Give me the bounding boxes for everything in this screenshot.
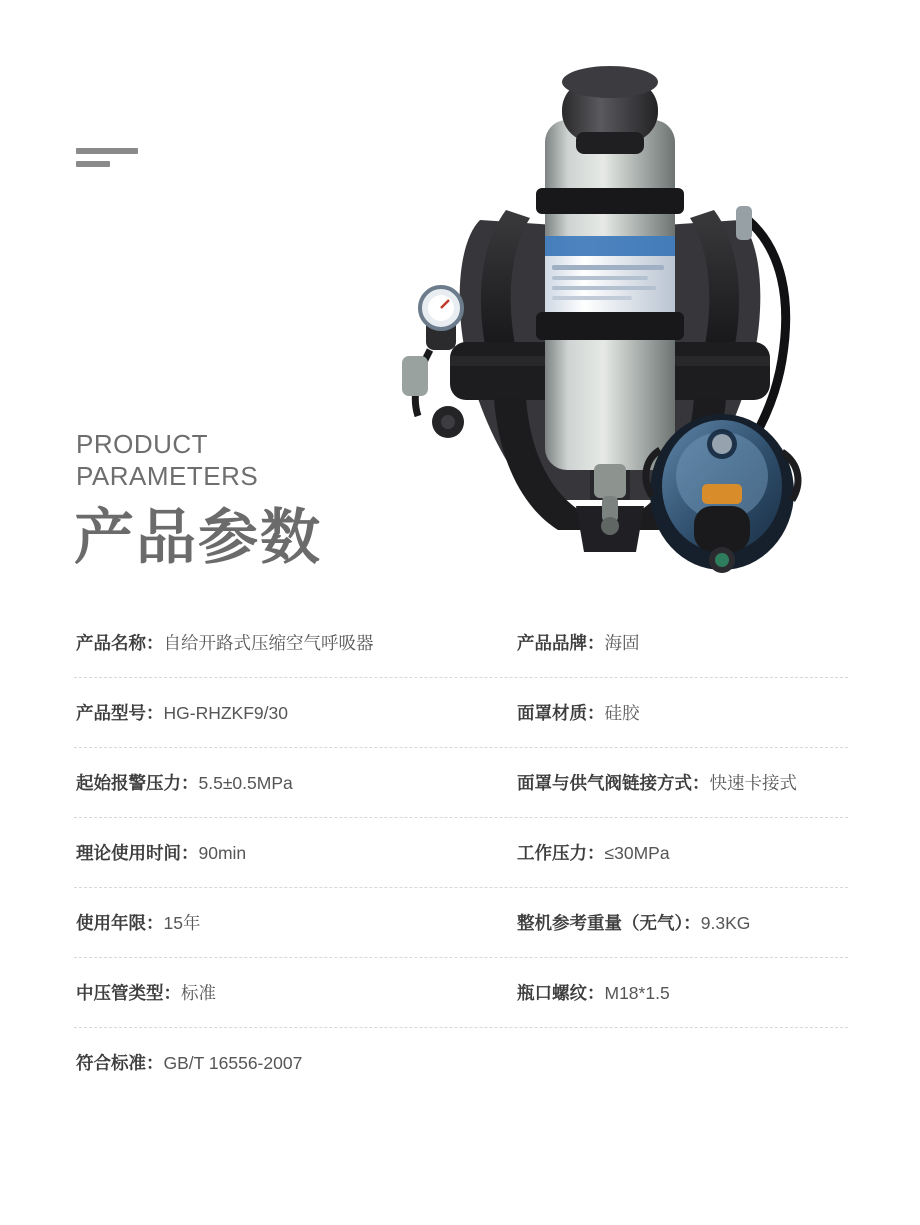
double-dash-marker: [76, 148, 140, 167]
param-cell-standard: [74, 1029, 461, 1097]
param-value: 快速卡接式: [709, 772, 797, 793]
table-row: [74, 608, 848, 678]
param-label: 面罩与供气阀链接方式：: [517, 772, 710, 793]
param-value: 自给开路式压缩空气呼吸器: [163, 632, 374, 653]
table-row: [74, 888, 848, 958]
param-value: 5.5±0.5MPa: [198, 772, 293, 793]
param-cell-mask-material: [461, 679, 848, 747]
param-label: 瓶口螺纹：: [517, 982, 605, 1003]
section-title-cn: 产品参数: [74, 504, 322, 571]
table-row: [74, 1028, 848, 1097]
param-label: 起始报警压力：: [76, 772, 199, 793]
dash-bar-short: [76, 161, 110, 167]
product-parameters-table: [74, 608, 848, 1097]
param-label: 中压管类型：: [76, 982, 181, 1003]
param-value: 90min: [198, 842, 247, 863]
section-title-en-line2: PARAMETERS: [76, 461, 259, 491]
table-row: [74, 818, 848, 888]
param-cell-mask-valve-connection: [461, 749, 848, 817]
param-value: 9.3KG: [700, 912, 751, 933]
param-cell-product-name: [74, 609, 461, 677]
product-image: [330, 60, 890, 600]
param-cell-service-life: [74, 889, 461, 957]
param-value: GB/T 16556-2007: [163, 1052, 303, 1073]
param-cell-weight: [461, 889, 848, 957]
param-value: 标准: [181, 982, 216, 1003]
param-label: 面罩材质：: [517, 702, 605, 723]
param-label: 使用年限：: [76, 912, 164, 933]
param-cell-hose-type: [74, 959, 461, 1027]
param-label: 符合标准：: [76, 1052, 164, 1073]
param-label: 产品型号：: [76, 702, 164, 723]
param-cell-working-pressure: [461, 819, 848, 887]
param-label: 理论使用时间：: [76, 842, 199, 863]
param-cell-usage-time: [74, 819, 461, 887]
table-row: [74, 748, 848, 818]
section-title-en-line1: PRODUCT: [76, 429, 209, 459]
table-row: [74, 678, 848, 748]
param-label: 产品品牌：: [517, 632, 605, 653]
param-label: 整机参考重量（无气）：: [517, 912, 701, 933]
table-row: [74, 958, 848, 1028]
param-cell-bottle-thread: [461, 959, 848, 1027]
param-value: ≤30MPa: [604, 842, 670, 863]
param-value: HG-RHZKF9/30: [163, 702, 288, 723]
param-cell-alarm-pressure: [74, 749, 461, 817]
param-value: M18*1.5: [604, 982, 670, 1003]
param-cell-brand: [461, 609, 848, 677]
param-value: 硅胶: [604, 702, 640, 723]
param-label: 产品名称：: [76, 632, 164, 653]
param-cell-model: [74, 679, 461, 747]
param-value: 15年: [163, 912, 201, 933]
param-label: 工作压力：: [517, 842, 605, 863]
param-value: 海固: [604, 632, 640, 653]
dash-bar-long: [76, 148, 138, 154]
section-title-en: [76, 428, 258, 492]
